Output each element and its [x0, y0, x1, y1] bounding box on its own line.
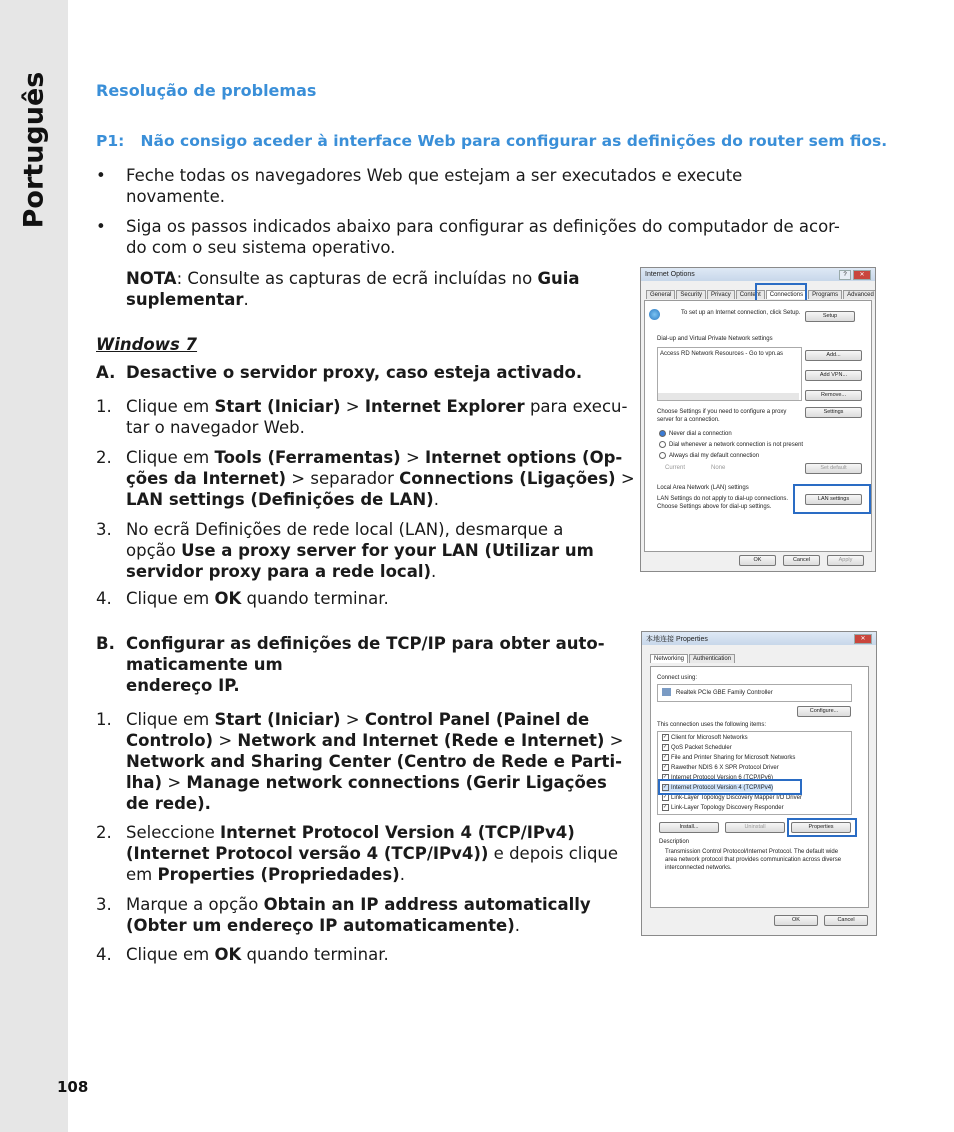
list-item[interactable]: ✓ File and Printer Sharing for Microsoft Networks: [663, 754, 796, 762]
properties-highlight: [787, 818, 857, 837]
question: [96, 131, 887, 152]
add-button[interactable]: Add...: [805, 350, 862, 361]
list-item-ipv4[interactable]: ✓ Internet Protocol Version 4 (TCP/IPv4): [663, 784, 774, 792]
settings-button[interactable]: Settings: [805, 407, 862, 418]
tab-connections[interactable]: Connections: [766, 290, 807, 299]
ok-button[interactable]: OK: [739, 555, 776, 566]
adapter-box: Realtek PCIe GBE Family Controller: [657, 684, 852, 702]
lan-settings-button[interactable]: LAN settings: [805, 494, 862, 505]
connection-properties-screenshot: [641, 631, 877, 936]
add-vpn-button[interactable]: Add VPN...: [805, 370, 862, 381]
configure-button[interactable]: Configure...: [797, 706, 851, 717]
connections-panel: To set up an Internet connection, click Setup. Setup Dial-up and Virtual Private Network settings Access RD Network Resources - Go to vpn.as Add... Add VPN... Remove... Choose Settings if you need to configure a proxy server for a connection. Settings Never dial a connection Dial whenever a network connection is not present Always dial my default connection Current None Set default Local Area Network (LAN) settings LAN Settings do not apply to dial-up connections. Choose Settings above for dial-up settings. LAN settings: [644, 300, 872, 552]
uninstall-button[interactable]: Uninstall: [725, 822, 785, 833]
list-item[interactable]: ✓ Rawether NDIS 6 X SPR Protocol Driver: [663, 764, 779, 772]
tab-privacy[interactable]: Privacy: [707, 290, 735, 299]
properties-button[interactable]: Properties: [791, 822, 851, 833]
language-label: Português: [18, 71, 50, 229]
tab-programs[interactable]: Programs: [808, 290, 842, 299]
radio-never-dial[interactable]: Never dial a connection: [659, 430, 732, 438]
horizontal-scrollbar[interactable]: [658, 393, 799, 400]
list-item[interactable]: ✓ Internet Protocol Version 6 (TCP/IPv6): [663, 774, 774, 782]
internet-options-screenshot: [640, 267, 876, 572]
ok-button[interactable]: OK: [774, 915, 818, 926]
page-number: 108: [57, 1078, 89, 1096]
tab-general[interactable]: General: [646, 290, 675, 299]
remove-button[interactable]: Remove...: [805, 390, 862, 401]
tab-content[interactable]: Content: [736, 290, 765, 299]
properties-titlebar: 本地连接 Properties ✕: [642, 632, 876, 645]
networking-panel: Connect using: Realtek PCIe GBE Family Controller Configure... This connection uses the following items: ✓ Client for Microsoft Networks ✓ QoS Packet Scheduler ✓ File and Printer Sharing for Microsoft Networks ✓ Rawether NDIS 6 X SPR Protocol Driver ✓ Internet Protocol Version 6 (TCP/IPv6) ✓ Internet Protocol Version 4 (TCP/IPv4) ✓ Link-Layer Topology Discovery Mapper I/O Driver ✓ Link-Layer Topology Discovery Responder Install... Uninstall Properties Description Transmission Control Protocol/Internet Protocol. The default wide area network protocol that provides communication across diverse interconnected networks.: [650, 666, 869, 908]
set-default-button[interactable]: Set default: [805, 463, 862, 474]
ipv4-highlight: [658, 779, 802, 795]
sidebar: [0, 0, 68, 1132]
items-listbox[interactable]: [657, 731, 852, 815]
tab-advanced[interactable]: Advanced: [843, 290, 876, 299]
globe-icon: [649, 309, 660, 320]
tab-security[interactable]: Security: [676, 290, 706, 299]
list-item[interactable]: ✓ Link-Layer Topology Discovery Responder: [663, 804, 784, 812]
cancel-button[interactable]: Cancel: [783, 555, 820, 566]
os-title: Windows 7: [96, 335, 198, 354]
apply-button[interactable]: Apply: [827, 555, 864, 566]
network-adapter-icon: [662, 688, 671, 696]
radio-dial-when-needed[interactable]: Dial whenever a network connection is not present: [659, 441, 803, 449]
list-item[interactable]: ✓ QoS Packet Scheduler: [663, 744, 732, 752]
cancel-button[interactable]: Cancel: [824, 915, 868, 926]
list-item[interactable]: ✓ Link-Layer Topology Discovery Mapper I/O Driver: [663, 794, 802, 802]
tab-networking[interactable]: Networking: [650, 654, 688, 663]
dialup-listbox[interactable]: Access RD Network Resources - Go to vpn.as: [657, 347, 802, 401]
install-button[interactable]: Install...: [659, 822, 719, 833]
question-text: Não consigo aceder à interface Web para configurar as definições do router sem fios.: [140, 132, 888, 150]
radio-always-dial[interactable]: Always dial my default connection: [659, 452, 759, 460]
properties-tabs: [650, 654, 735, 663]
internet-options-titlebar: Internet Options ? ✕: [641, 268, 875, 281]
section-heading: Resolução de problemas: [96, 81, 317, 100]
question-label: P1:: [96, 132, 125, 150]
lan-settings-highlight: [793, 484, 871, 514]
tab-authentication[interactable]: Authentication: [689, 654, 735, 663]
setup-button[interactable]: Setup: [805, 311, 855, 322]
list-item[interactable]: ✓ Client for Microsoft Networks: [663, 734, 748, 742]
